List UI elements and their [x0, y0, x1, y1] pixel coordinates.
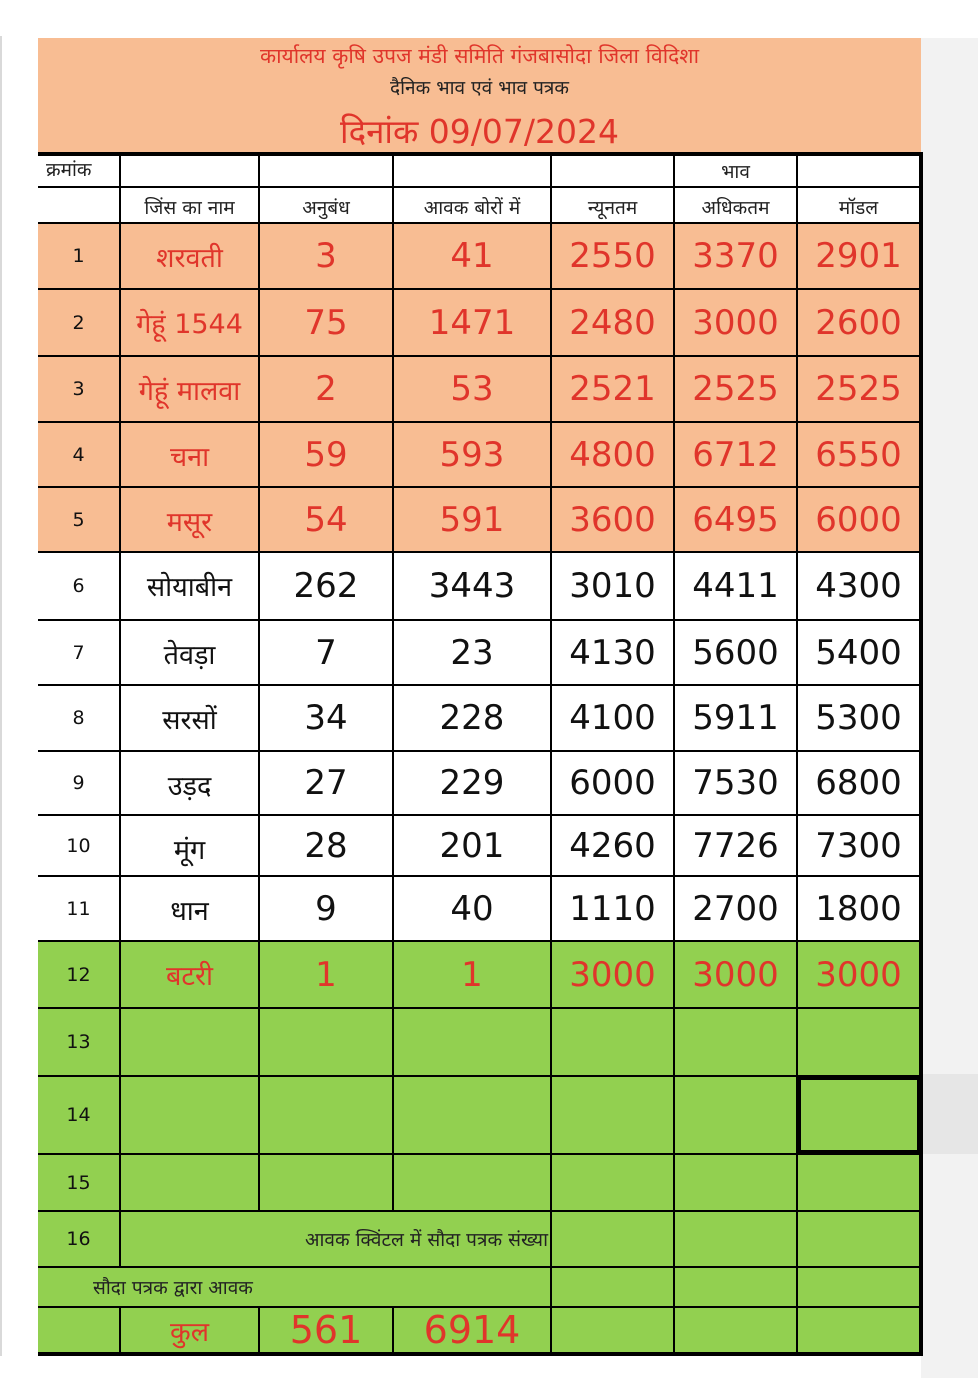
col-modal-header: मॉडल [797, 187, 921, 223]
row-serial: 8 [38, 685, 120, 751]
commodity-name: चना [120, 422, 259, 487]
max-price: 2525 [674, 356, 797, 422]
modal-price: 2600 [797, 289, 921, 356]
col-serial-header: क्रमांक [38, 154, 120, 187]
empty-cell [797, 1008, 921, 1076]
arrival-bags: 40 [393, 876, 551, 941]
table-row [38, 552, 921, 620]
arrival-bags: 201 [393, 815, 551, 876]
header-cell [120, 154, 259, 187]
total-arrival: 6914 [393, 1307, 551, 1354]
row-serial: 14 [38, 1076, 120, 1154]
empty-cell [551, 1211, 674, 1267]
row-serial: 12 [38, 941, 120, 1008]
min-price: 4260 [551, 815, 674, 876]
empty-cell [551, 1076, 674, 1154]
max-price: 5911 [674, 685, 797, 751]
contract-count: 28 [259, 815, 393, 876]
row-serial: 10 [38, 815, 120, 876]
row-serial: 4 [38, 422, 120, 487]
commodity-name: मसूर [120, 487, 259, 552]
col-commodity-header: जिंस का नाम [120, 187, 259, 223]
modal-price: 4300 [797, 552, 921, 620]
col-min-header: न्यूनतम [551, 187, 674, 223]
empty-cell [797, 1154, 921, 1211]
commodity-name: उड़द [120, 751, 259, 815]
col-arrival-header: आवक बोरों में [393, 187, 551, 223]
empty-row [38, 1076, 921, 1154]
min-price: 2480 [551, 289, 674, 356]
max-price: 2700 [674, 876, 797, 941]
arrival-bags: 53 [393, 356, 551, 422]
modal-price: 5400 [797, 620, 921, 685]
empty-cell [674, 1211, 797, 1267]
row-serial: 9 [38, 751, 120, 815]
row-serial: 13 [38, 1008, 120, 1076]
arrival-bags: 1471 [393, 289, 551, 356]
empty-cell [259, 1008, 393, 1076]
arrival-bags: 229 [393, 751, 551, 815]
min-price: 4100 [551, 685, 674, 751]
header-row-1 [38, 154, 921, 187]
modal-price: 6800 [797, 751, 921, 815]
table-row [38, 223, 921, 289]
empty-cell [797, 1211, 921, 1267]
min-price: 2521 [551, 356, 674, 422]
empty-cell [674, 1154, 797, 1211]
modal-price: 6000 [797, 487, 921, 552]
sheet-subtitle: दैनिक भाव एवं भाव पत्रक [390, 77, 569, 99]
arrival-bags: 591 [393, 487, 551, 552]
empty-cell [674, 1267, 797, 1307]
arrival-bags: 41 [393, 223, 551, 289]
contract-count: 59 [259, 422, 393, 487]
table-row [38, 815, 921, 876]
header-cell [259, 154, 393, 187]
empty-cell [259, 1154, 393, 1211]
commodity-name: गेहूं मालवा [120, 356, 259, 422]
commodity-name: तेवड़ा [120, 620, 259, 685]
empty-cell [120, 1076, 259, 1154]
contract-count: 7 [259, 620, 393, 685]
row-serial: 16 [38, 1211, 120, 1267]
empty-cell [674, 1008, 797, 1076]
col-price-group-header: भाव [674, 154, 797, 187]
min-price: 4130 [551, 620, 674, 685]
header-cell [551, 154, 674, 187]
contract-count: 262 [259, 552, 393, 620]
modal-price: 6550 [797, 422, 921, 487]
min-price: 6000 [551, 751, 674, 815]
selected-cell[interactable] [797, 1076, 921, 1154]
contract-count: 54 [259, 487, 393, 552]
contract-count: 9 [259, 876, 393, 941]
total-row [38, 1307, 921, 1354]
commodity-name: मूंग [120, 815, 259, 876]
contract-count: 1 [259, 941, 393, 1008]
empty-row [38, 1008, 921, 1076]
modal-price: 7300 [797, 815, 921, 876]
empty-cell [797, 1267, 921, 1307]
max-price: 3370 [674, 223, 797, 289]
right-gutter [921, 38, 978, 1378]
max-price: 7530 [674, 751, 797, 815]
empty-cell [551, 1307, 674, 1354]
row-16 [38, 1211, 921, 1267]
row-serial: 15 [38, 1154, 120, 1211]
commodity-name: सोयाबीन [120, 552, 259, 620]
summary-label: सौदा पत्रक द्वारा आवक [38, 1267, 393, 1307]
modal-price: 5300 [797, 685, 921, 751]
min-price: 2550 [551, 223, 674, 289]
sheet-date: दिनांक 09/07/2024 [340, 112, 619, 151]
empty-cell [259, 1076, 393, 1154]
empty-cell [393, 1076, 551, 1154]
total-label: कुल [120, 1307, 259, 1354]
arrival-bags: 3443 [393, 552, 551, 620]
table-row [38, 620, 921, 685]
arrival-bags: 1 [393, 941, 551, 1008]
empty-cell [551, 1008, 674, 1076]
table-row [38, 422, 921, 487]
min-price: 3000 [551, 941, 674, 1008]
arrival-bags: 23 [393, 620, 551, 685]
modal-price: 2901 [797, 223, 921, 289]
min-price: 3600 [551, 487, 674, 552]
summary-label-row [38, 1267, 921, 1307]
max-price: 3000 [674, 941, 797, 1008]
empty-row [38, 1154, 921, 1211]
arrival-bags: 228 [393, 685, 551, 751]
modal-price: 1800 [797, 876, 921, 941]
empty-cell [674, 1076, 797, 1154]
table-row [38, 356, 921, 422]
price-sheet [38, 38, 921, 1356]
col-max-header: अधिकतम [674, 187, 797, 223]
row-serial: 1 [38, 223, 120, 289]
contract-count: 27 [259, 751, 393, 815]
empty-cell [551, 1154, 674, 1211]
price-table [38, 152, 923, 1356]
max-price: 3000 [674, 289, 797, 356]
header-cell [797, 154, 921, 187]
office-title: कार्यालय कृषि उपज मंडी समिति गंजबासोदा जिला विदिशा [259, 44, 700, 68]
commodity-name: धान [120, 876, 259, 941]
sheet-header [38, 38, 921, 152]
row-serial: 3 [38, 356, 120, 422]
commodity-name: बटरी [120, 941, 259, 1008]
table-row [38, 941, 921, 1008]
empty-cell [393, 1008, 551, 1076]
modal-price: 2525 [797, 356, 921, 422]
empty-cell [120, 1008, 259, 1076]
header-cell [38, 187, 120, 223]
empty-cell [393, 1267, 551, 1307]
col-contract-header: अनुबंध [259, 187, 393, 223]
contract-count: 3 [259, 223, 393, 289]
min-price: 3010 [551, 552, 674, 620]
commodity-name: गेहूं 1544 [120, 289, 259, 356]
header-cell [393, 154, 551, 187]
row-serial: 5 [38, 487, 120, 552]
max-price: 7726 [674, 815, 797, 876]
row-serial: 2 [38, 289, 120, 356]
empty-cell [393, 1154, 551, 1211]
table-row [38, 685, 921, 751]
contract-count: 2 [259, 356, 393, 422]
min-price: 4800 [551, 422, 674, 487]
empty-cell [120, 1154, 259, 1211]
min-price: 1110 [551, 876, 674, 941]
left-gutter [0, 36, 2, 1356]
row-serial: 6 [38, 552, 120, 620]
arrival-bags: 593 [393, 422, 551, 487]
table-row [38, 487, 921, 552]
modal-price: 3000 [797, 941, 921, 1008]
header-row-2 [38, 187, 921, 223]
max-price: 6495 [674, 487, 797, 552]
max-price: 5600 [674, 620, 797, 685]
selected-row-band [921, 1074, 978, 1154]
empty-cell [797, 1307, 921, 1354]
table-row [38, 876, 921, 941]
row-serial: 7 [38, 620, 120, 685]
empty-cell [38, 1307, 120, 1354]
arrival-quintal-label: आवक क्विंटल में सौदा पत्रक संख्या [120, 1211, 551, 1267]
commodity-name: सरसों [120, 685, 259, 751]
table-row [38, 289, 921, 356]
total-contract: 561 [259, 1307, 393, 1354]
row-serial: 11 [38, 876, 120, 941]
contract-count: 75 [259, 289, 393, 356]
table-row [38, 751, 921, 815]
max-price: 6712 [674, 422, 797, 487]
max-price: 4411 [674, 552, 797, 620]
commodity-name: शरवती [120, 223, 259, 289]
empty-cell [674, 1307, 797, 1354]
empty-cell [551, 1267, 674, 1307]
contract-count: 34 [259, 685, 393, 751]
